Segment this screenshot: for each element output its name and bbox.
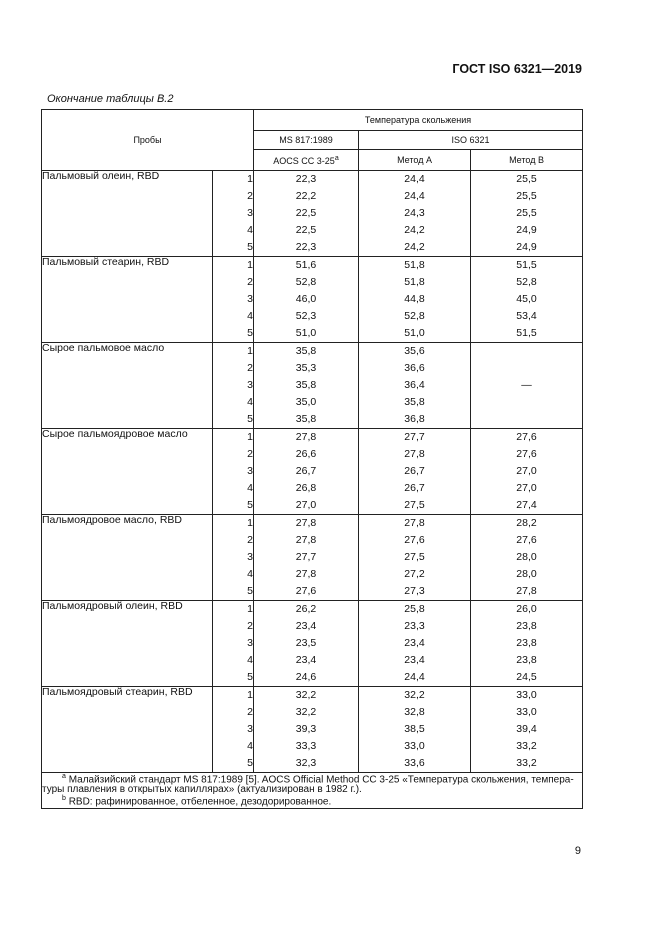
value-ms: 51,6: [254, 257, 359, 275]
value-method-b: 33,2: [471, 738, 583, 755]
value-method-b: 33,2: [471, 755, 583, 773]
value-ms: 27,8: [254, 532, 359, 549]
value-ms: 52,8: [254, 274, 359, 291]
value-ms: 35,0: [254, 394, 359, 411]
value-method-b: 33,0: [471, 704, 583, 721]
value-ms: 23,4: [254, 618, 359, 635]
footnote-mark: a: [62, 773, 66, 780]
document-code: ГОСТ ISO 6321—2019: [452, 62, 582, 76]
sample-index: 3: [213, 205, 254, 222]
value-method-b: 25,5: [471, 171, 583, 189]
value-ms: 22,3: [254, 171, 359, 189]
table-row: [42, 429, 583, 447]
sample-name: Сырое пальмоядровое масло: [42, 429, 213, 515]
value-method-a: 27,7: [359, 429, 471, 447]
footnote-text: Малайзийский стандарт MS 817:1989 [5]. AOCS Official Method CC 3-25 «Температура скольжения, темпера-: [68, 774, 574, 786]
sample-index: 1: [213, 601, 254, 619]
sample-index: 5: [213, 239, 254, 257]
footnote-b: [42, 795, 582, 807]
header-aocs-label: AOCS CC 3-25: [273, 155, 335, 166]
value-method-a: 24,4: [359, 171, 471, 189]
value-method-a: 52,8: [359, 308, 471, 325]
value-method-a: 26,7: [359, 463, 471, 480]
sample-index: 1: [213, 343, 254, 361]
table-row: [42, 687, 583, 705]
header-iso-6321: ISO 6321: [359, 131, 583, 150]
value-ms: 32,2: [254, 687, 359, 705]
value-method-b: 52,8: [471, 274, 583, 291]
value-method-b: 27,0: [471, 480, 583, 497]
value-ms: 27,6: [254, 583, 359, 601]
value-ms: 35,3: [254, 360, 359, 377]
value-ms: 22,3: [254, 239, 359, 257]
sample-index: 1: [213, 429, 254, 447]
sample-index: 5: [213, 325, 254, 343]
sample-index: 1: [213, 171, 254, 189]
value-method-a: 24,2: [359, 222, 471, 239]
value-method-b: 27,6: [471, 532, 583, 549]
value-ms: 35,8: [254, 343, 359, 361]
value-ms: 26,7: [254, 463, 359, 480]
sample-index: 4: [213, 308, 254, 325]
sample-index: 4: [213, 394, 254, 411]
footnote-mark: b: [62, 795, 66, 803]
sample-index: 3: [213, 549, 254, 566]
value-method-a: 36,6: [359, 360, 471, 377]
value-method-b: 39,4: [471, 721, 583, 738]
value-method-b: 23,8: [471, 652, 583, 669]
sample-index: 3: [213, 635, 254, 652]
value-ms: 51,0: [254, 325, 359, 343]
value-method-b: 28,0: [471, 566, 583, 583]
header-samples: Пробы: [42, 110, 254, 171]
sample-index: 1: [213, 257, 254, 275]
sample-index: 5: [213, 583, 254, 601]
table-row: [42, 343, 583, 361]
value-ms: 23,4: [254, 652, 359, 669]
table-caption: Окончание таблицы В.2: [47, 93, 174, 105]
sample-index: 2: [213, 360, 254, 377]
sample-index: 5: [213, 669, 254, 687]
value-method-b: 33,0: [471, 687, 583, 705]
value-method-a: 32,8: [359, 704, 471, 721]
value-ms: 35,8: [254, 411, 359, 429]
value-method-a: 35,8: [359, 394, 471, 411]
footnotes-row: [42, 773, 583, 809]
value-ms: 27,8: [254, 566, 359, 583]
value-method-b: 53,4: [471, 308, 583, 325]
header-ms-817: MS 817:1989: [254, 131, 359, 150]
value-method-a: 33,0: [359, 738, 471, 755]
sample-name: Пальмовый стеарин, RBD: [42, 257, 213, 343]
value-ms: 22,2: [254, 188, 359, 205]
value-method-b: 27,6: [471, 446, 583, 463]
value-method-a: 33,6: [359, 755, 471, 773]
value-method-a: 51,0: [359, 325, 471, 343]
value-method-a: 24,4: [359, 188, 471, 205]
sample-name: Пальмоядровое масло, RBD: [42, 515, 213, 601]
value-ms: 27,0: [254, 497, 359, 515]
footnote-marker-a: a: [334, 154, 339, 162]
sample-name: Пальмоядровый олеин, RBD: [42, 601, 213, 687]
value-method-a: 23,4: [359, 635, 471, 652]
table-row: [42, 257, 583, 275]
sample-name: Пальмовый олеин, RBD: [42, 171, 213, 257]
table-footnotes: [42, 773, 583, 809]
value-ms: 22,5: [254, 222, 359, 239]
value-method-a: 27,8: [359, 515, 471, 533]
value-ms: 22,5: [254, 205, 359, 222]
value-method-b: 45,0: [471, 291, 583, 308]
sample-index: 1: [213, 687, 254, 705]
value-method-b: 51,5: [471, 257, 583, 275]
sample-name: Сырое пальмовое масло: [42, 343, 213, 429]
value-ms: 39,3: [254, 721, 359, 738]
sample-index: 4: [213, 480, 254, 497]
sample-index: 4: [213, 222, 254, 239]
sample-index: 3: [213, 721, 254, 738]
header-method-a: Метод А: [359, 150, 471, 171]
header-aocs: [254, 150, 359, 171]
sample-index: 2: [213, 446, 254, 463]
value-method-a: 23,3: [359, 618, 471, 635]
value-ms: 26,8: [254, 480, 359, 497]
value-ms: 26,2: [254, 601, 359, 619]
page-number: 9: [574, 845, 581, 857]
value-method-b: 25,5: [471, 205, 583, 222]
value-method-b: 26,0: [471, 601, 583, 619]
value-method-b-merged: —: [471, 343, 583, 429]
sample-index: 3: [213, 463, 254, 480]
value-method-b: 27,0: [471, 463, 583, 480]
value-method-b: 27,8: [471, 583, 583, 601]
footnote-text: RBD: рафинированное, отбеленное, дезодорированное.: [68, 796, 332, 808]
value-ms: 23,5: [254, 635, 359, 652]
value-method-b: 27,4: [471, 497, 583, 515]
value-ms: 35,8: [254, 377, 359, 394]
value-method-a: 38,5: [359, 721, 471, 738]
value-ms: 52,3: [254, 308, 359, 325]
value-ms: 46,0: [254, 291, 359, 308]
value-method-b: 27,6: [471, 429, 583, 447]
value-ms: 27,7: [254, 549, 359, 566]
table-body: [42, 171, 583, 809]
sample-index: 2: [213, 188, 254, 205]
value-method-a: 23,4: [359, 652, 471, 669]
sample-index: 4: [213, 652, 254, 669]
table-row: [42, 601, 583, 619]
sample-index: 1: [213, 515, 254, 533]
value-ms: 33,3: [254, 738, 359, 755]
value-method-a: 24,4: [359, 669, 471, 687]
value-ms: 24,6: [254, 669, 359, 687]
value-ms: 27,8: [254, 515, 359, 533]
value-method-b: 25,5: [471, 188, 583, 205]
value-method-b: 28,0: [471, 549, 583, 566]
sample-index: 4: [213, 566, 254, 583]
value-method-b: 24,9: [471, 222, 583, 239]
value-ms: 32,2: [254, 704, 359, 721]
sample-index: 5: [213, 497, 254, 515]
sample-index: 4: [213, 738, 254, 755]
value-method-a: 27,5: [359, 497, 471, 515]
value-method-a: 32,2: [359, 687, 471, 705]
value-method-a: 27,2: [359, 566, 471, 583]
sample-index: 5: [213, 411, 254, 429]
sample-name: Пальмоядровый стеарин, RBD: [42, 687, 213, 773]
value-method-b: 28,2: [471, 515, 583, 533]
value-ms: 27,8: [254, 429, 359, 447]
value-method-a: 27,5: [359, 549, 471, 566]
header-slip-temperature: Температура скольжения: [254, 110, 583, 131]
value-method-a: 36,8: [359, 411, 471, 429]
value-method-b: 23,8: [471, 618, 583, 635]
value-method-a: 24,2: [359, 239, 471, 257]
value-method-b: 23,8: [471, 635, 583, 652]
sample-index: 3: [213, 291, 254, 308]
table-row: [42, 171, 583, 189]
value-ms: 26,6: [254, 446, 359, 463]
value-method-a: 51,8: [359, 257, 471, 275]
value-method-a: 27,3: [359, 583, 471, 601]
value-method-a: 27,6: [359, 532, 471, 549]
value-method-a: 25,8: [359, 601, 471, 619]
table-row: [42, 515, 583, 533]
footnote-a-continued: туры плавления в открытых капиллярах» (актуализирован в 1982 г.).: [42, 784, 362, 796]
value-method-a: 44,8: [359, 291, 471, 308]
value-method-a: 27,8: [359, 446, 471, 463]
sample-index: 5: [213, 755, 254, 773]
value-method-a: 36,4: [359, 377, 471, 394]
sample-index: 2: [213, 274, 254, 291]
slip-temperature-table: [41, 109, 583, 809]
value-method-b: 24,9: [471, 239, 583, 257]
value-method-b: 51,5: [471, 325, 583, 343]
value-method-a: 35,6: [359, 343, 471, 361]
sample-index: 2: [213, 618, 254, 635]
value-method-b: 24,5: [471, 669, 583, 687]
sample-index: 2: [213, 704, 254, 721]
sample-index: 2: [213, 532, 254, 549]
value-ms: 32,3: [254, 755, 359, 773]
sample-index: 3: [213, 377, 254, 394]
value-method-a: 26,7: [359, 480, 471, 497]
value-method-a: 51,8: [359, 274, 471, 291]
value-method-a: 24,3: [359, 205, 471, 222]
header-method-b: Метод В: [471, 150, 583, 171]
